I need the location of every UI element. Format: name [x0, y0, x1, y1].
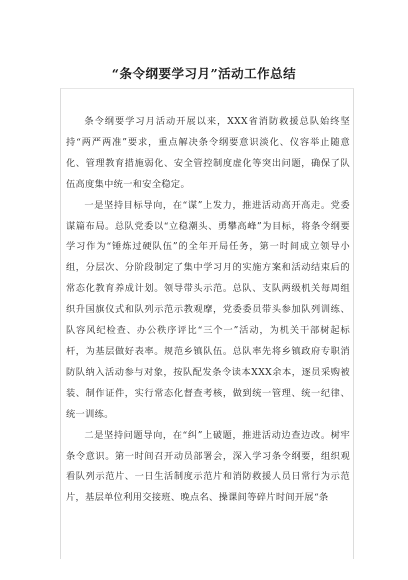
paragraph-goal-oriented: 一是坚持目标导向，在“谋”上发力，推进活动高开高走。党委谋篇布局。总队党委以“立稳潮头、勇攀高峰”为目标，将条令纲要学习作为“锤炼过硬队伍”的全年开局任务，第一时间成立领导小组，分层次、分阶段制定了集中学习月的实施方案和活动结束后的常态化教育养成计划。领导带头示范。总队、支队两级机关每周组织升国旗仪式和队列示范示教观摩，党委委员带头参加队列训练、队容风纪检查、办公秩序评比“三个一”活动，为机关干部树起标杆，为基层做好表率。规范乡镇队伍。总队率先将乡镇政府专职消防队纳入活动参与对象，按队配发条令读本XXX余本，逐员采购被装、制作证件，实行常态化督查考核，做到统一管理、统一纪律、统一训练。	[66, 199, 350, 420]
paragraph-problem-oriented: 二是坚持问题导向，在“纠”上破题，推进活动边查边改。树牢条令意识。第一时间召开动员部署会，深入学习条令纲要，组织观看队列示范片、一日生活制度示范片和消防救援人员日常行为示范片，基层单位利用交接班、晚点名、操课间等碎片时间开展“条	[66, 429, 350, 504]
paragraph-intro: 条令纲要学习月活动开展以来，XXX省消防救援总队始终坚持“两严两准”要求，重点解决条令纲要意识淡化、仪容举止随意化、管理教育措施弱化、安全管控制度虚化等突出问题，确保了队伍高度集中统一和安全稳定。	[66, 116, 350, 190]
document-body	[66, 112, 350, 509]
document-title: “条令纲要学习月”活动工作总结	[111, 66, 297, 81]
